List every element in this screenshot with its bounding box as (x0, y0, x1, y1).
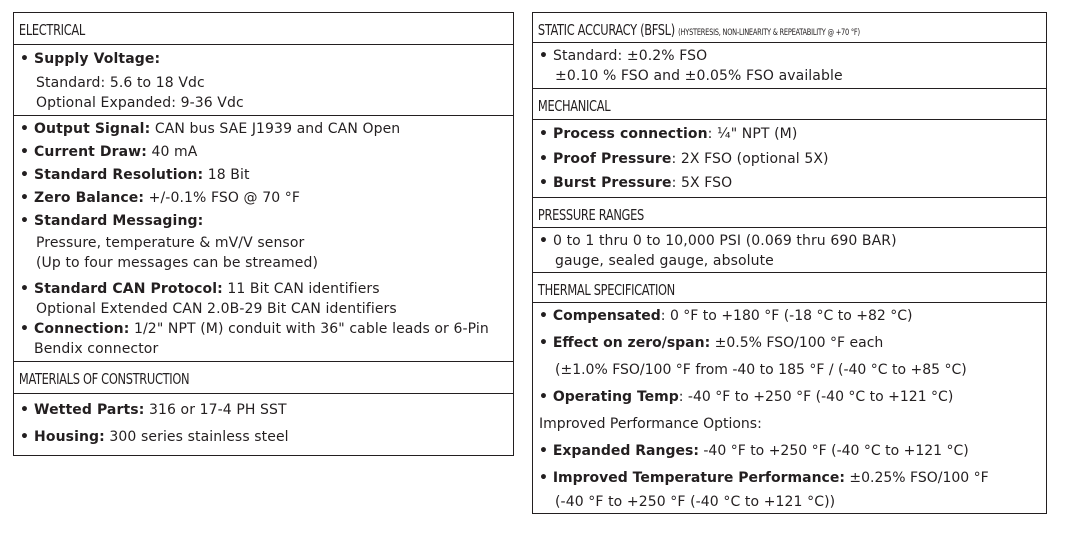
wetted-parts-item: • Wetted Parts: 316 or 17-4 PH SST (20, 397, 507, 424)
mechanical-heading: MECHANICAL (533, 89, 1046, 120)
materials-group (14, 394, 513, 454)
electrical-heading: ELECTRICAL (14, 13, 513, 45)
static-accuracy-group (533, 43, 1046, 89)
static-accuracy-heading: STATIC ACCURACY (BFSL) (HYSTERESIS, NON-LINEARITY & REPEATABILITY @ +70 °F) (533, 13, 1046, 43)
burst-pressure-item: • Burst Pressure: 5X FSO (539, 171, 1040, 196)
improved-temp-item: • Improved Temperature Performance: ±0.25% FSO/100 °F (539, 465, 1040, 492)
electrical-details-group (14, 116, 513, 362)
operating-temp-item: • Operating Temp: -40 °F to +250 °F (-40 °C to +121 °C) (539, 384, 1040, 411)
standard-resolution-item: • Standard Resolution: 18 Bit (20, 164, 507, 187)
pressure-ranges-heading: PRESSURE RANGES (533, 198, 1046, 228)
improved-temp-line2: (-40 °F to +250 °F (-40 °C to +121 °C)) (555, 493, 836, 510)
can-protocol-line2: Optional Extended CAN 2.0B-29 Bit CAN identifiers (36, 301, 397, 317)
pressure-ranges-line1: • 0 to 1 thru 0 to 10,000 PSI (0.069 thru 690 BAR) (539, 231, 1040, 251)
compensated-item: • Compensated: 0 °F to +180 °F (-18 °C to +82 °C) (539, 303, 1040, 330)
output-signal-item: • Output Signal: CAN bus SAE J1939 and CAN Open (20, 118, 507, 141)
proof-pressure-item: • Proof Pressure: 2X FSO (optional 5X) (539, 147, 1040, 172)
process-connection-item: • Process connection: ¼" NPT (M) (539, 122, 1040, 147)
static-accuracy-standard: • Standard: ±0.2% FSO (539, 46, 1040, 66)
improved-options-label: Improved Performance Options: (539, 415, 762, 432)
housing-item: • Housing: 300 series stainless steel (20, 424, 507, 451)
right-spec-panel (532, 12, 1047, 514)
supply-voltage-optional: Optional Expanded: 9-36 Vdc (36, 95, 244, 111)
supply-voltage-standard: Standard: 5.6 to 18 Vdc (36, 75, 205, 91)
expanded-ranges-item: • Expanded Ranges: -40 °F to +250 °F (-40 °C to +121 °C) (539, 438, 1040, 465)
thermal-heading: THERMAL SPECIFICATION (533, 273, 1046, 303)
materials-heading: MATERIALS OF CONSTRUCTION (14, 362, 513, 394)
supply-voltage-item: • Supply Voltage: (20, 48, 507, 71)
left-spec-panel (13, 12, 514, 456)
thermal-group (533, 303, 1046, 515)
pressure-ranges-line2: gauge, sealed gauge, absolute (555, 252, 774, 269)
standard-messaging-item: • Standard Messaging: (20, 210, 507, 233)
connection-item: • Connection: 1/2" NPT (M) conduit with 36" cable leads or 6-Pin (20, 319, 507, 339)
supply-voltage-group (14, 45, 513, 116)
connection-line2: Bendix connector (34, 341, 159, 357)
pressure-ranges-group (533, 228, 1046, 273)
static-accuracy-available: ±0.10 % FSO and ±0.05% FSO available (555, 68, 843, 84)
effect-line2: (±1.0% FSO/100 °F from -40 to 185 °F / (-40 °C to +85 °C) (555, 361, 967, 378)
effect-item: • Effect on zero/span: ±0.5% FSO/100 °F each (539, 330, 1040, 357)
standard-messaging-line2: (Up to four messages can be streamed) (36, 255, 319, 271)
mechanical-group (533, 120, 1046, 198)
standard-messaging-line1: Pressure, temperature & mV/V sensor (36, 235, 305, 251)
current-draw-item: • Current Draw: 40 mA (20, 141, 507, 164)
can-protocol-item: • Standard CAN Protocol: 11 Bit CAN identifiers (20, 279, 507, 299)
zero-balance-item: • Zero Balance: +/-0.1% FSO @ 70 °F (20, 187, 507, 210)
